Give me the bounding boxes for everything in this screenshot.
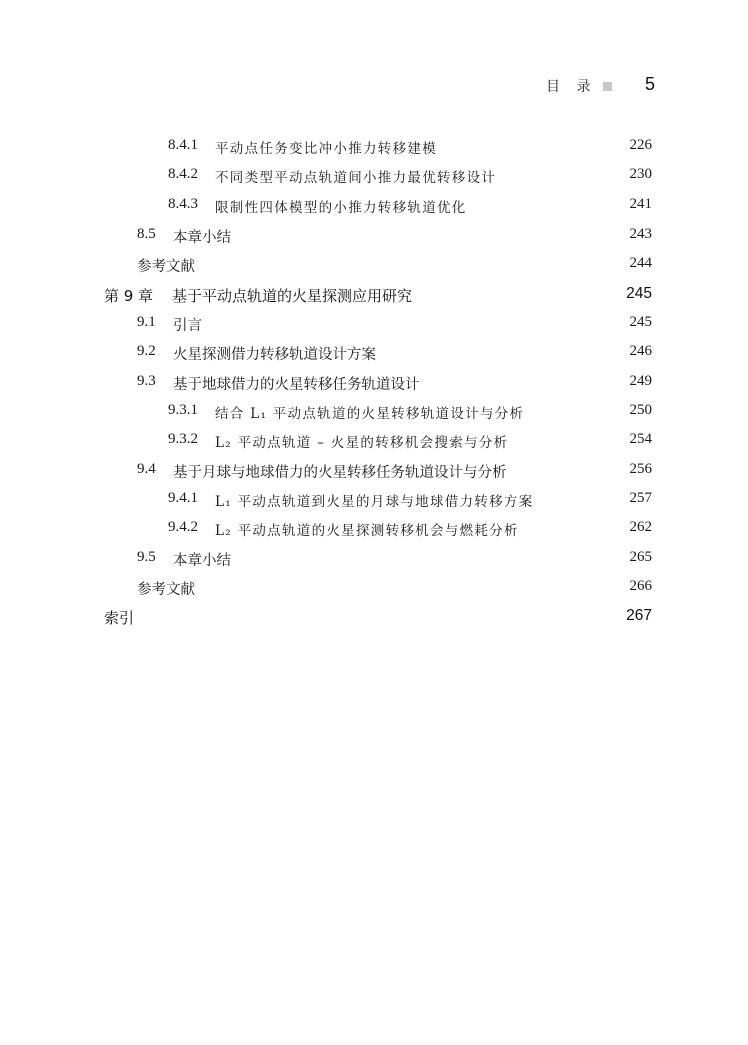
entry-title: L₂ 平动点轨道 – 火星的转移机会搜索与分析: [215, 435, 509, 451]
toc-entry[interactable]: [168, 166, 652, 186]
entry-page: 257: [629, 490, 652, 506]
entry-title: L₂ 平动点轨道的火星探测转移机会与燃耗分析: [215, 523, 519, 539]
entry-number: 8.4.2: [168, 166, 198, 182]
toc-chapter-entry[interactable]: [104, 285, 652, 305]
entry-title: 本章小结: [173, 553, 231, 569]
entry-title: 火星探测借力转移轨道设计方案: [173, 347, 376, 363]
entry-title: 参考文献: [137, 259, 195, 275]
toc-entry[interactable]: [168, 196, 652, 216]
entry-number: 9.4.2: [168, 519, 198, 535]
entry-number: 9.5: [137, 549, 156, 565]
header-page-number: 5: [645, 74, 656, 94]
entry-page: 254: [629, 431, 652, 447]
entry-page: 265: [629, 549, 652, 565]
entry-number: 8.5: [137, 226, 156, 242]
header-square-ornament: [603, 82, 612, 91]
toc-entry[interactable]: [137, 578, 652, 598]
chapter-title: 基于平动点轨道的火星探测应用研究: [172, 287, 413, 305]
entry-title: 限制性四体模型的小推力转移轨道优化: [215, 200, 467, 216]
toc-entry[interactable]: [137, 226, 652, 246]
entry-page: 244: [629, 255, 652, 271]
entry-page: 262: [629, 519, 652, 535]
entry-number: 9.3.1: [168, 402, 198, 418]
entry-title: 引言: [173, 318, 202, 334]
toc-entry[interactable]: [137, 373, 652, 393]
entry-title: 平动点任务变比冲小推力转移建模: [215, 141, 437, 157]
entry-page: 241: [629, 196, 652, 212]
toc-entry[interactable]: [168, 519, 652, 539]
chapter-page: 245: [626, 285, 652, 302]
entry-title: 不同类型平动点轨道间小推力最优转移设计: [215, 170, 497, 186]
entry-page: 250: [629, 402, 652, 418]
entry-number: 9.3: [137, 373, 156, 389]
toc-entry[interactable]: [168, 402, 652, 422]
entry-page: 256: [629, 461, 652, 477]
toc-entry[interactable]: [168, 490, 652, 510]
entry-title: L₁ 平动点轨道到火星的月球与地球借力转移方案: [215, 494, 534, 510]
chapter-number: 第 9 章: [104, 287, 154, 305]
entry-number: 9.1: [137, 314, 156, 330]
entry-number: 9.3.2: [168, 431, 198, 447]
entry-page: 249: [629, 373, 652, 389]
toc-entry[interactable]: [137, 549, 652, 569]
entry-number: 9.4: [137, 461, 156, 477]
entry-page: 245: [629, 314, 652, 330]
entry-title: 基于地球借力的火星转移任务轨道设计: [173, 377, 420, 393]
entry-page: 266: [629, 578, 652, 594]
toc-entry[interactable]: [168, 431, 652, 451]
toc-entry[interactable]: [137, 314, 652, 334]
entry-number: 9.2: [137, 343, 156, 359]
entry-page: 230: [629, 166, 652, 182]
toc-entry[interactable]: [137, 255, 652, 275]
entry-number: 8.4.3: [168, 196, 198, 212]
toc-entry[interactable]: [137, 343, 652, 363]
entry-number: 8.4.1: [168, 137, 198, 153]
entry-title: 结合 L₁ 平动点轨道的火星转移轨道设计与分析: [215, 406, 525, 422]
entry-title: 基于月球与地球借力的火星转移任务轨道设计与分析: [173, 465, 507, 481]
entry-title: 参考文献: [137, 582, 195, 598]
entry-page: 226: [629, 137, 652, 153]
entry-page: 243: [629, 226, 652, 242]
toc-index-entry[interactable]: [104, 607, 652, 627]
entry-page: 246: [629, 343, 652, 359]
toc-entry[interactable]: [168, 137, 652, 157]
entry-title: 本章小结: [173, 230, 231, 246]
running-header: [0, 74, 748, 98]
entry-number: 9.4.1: [168, 490, 198, 506]
toc-entry[interactable]: [137, 461, 652, 481]
header-label: 目 录: [546, 79, 597, 95]
index-title: 索引: [104, 609, 135, 627]
index-page: 267: [626, 607, 652, 624]
